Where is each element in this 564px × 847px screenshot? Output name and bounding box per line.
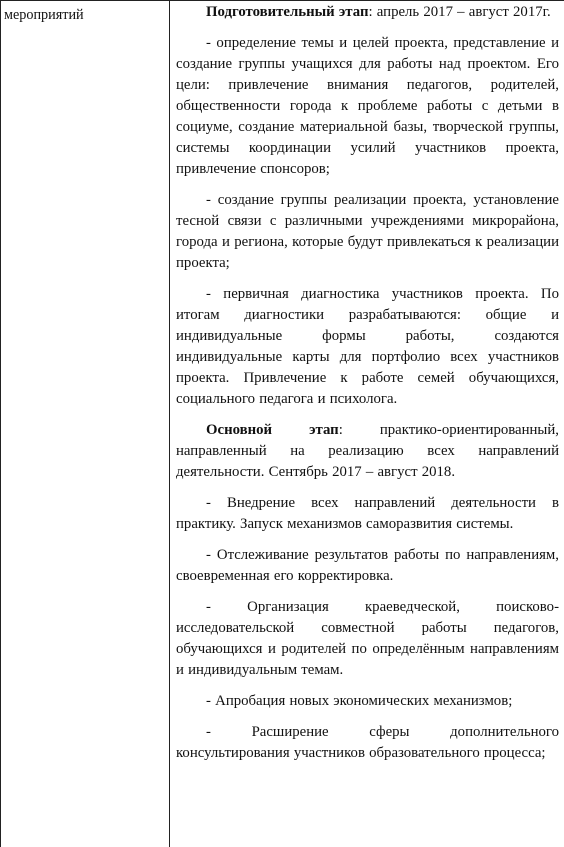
main-item: - Расширение сферы дополнительного консультирования участников образовательного процесса; [176,724,559,761]
prep-item: - создание группы реализации проекта, установление тесной связи с различными учреждениями микрорайона, города и региона, которые будут привлекаться к реализации проекта; [176,192,559,271]
prep-item: - первичная диагностика участников проекта. По итогам диагностики разрабатываются: общие и индивидуальные формы работы, создаются индивидуальные карты для портфолио всех участников проекта. Привлечение к работе семей обучающихся, социального педагога и психолога. [176,286,559,407]
left-cell [1,1,170,847]
table-row [1,1,564,847]
main-stage-heading [176,420,559,483]
prep-item: - определение темы и целей проекта, представление и создание группы учащихся для работы над проектом. Его цели: привлечение внимания педагогов, родителей, общественности города к проблеме работы с детьми в социуме, создание материальной базы, творческой группы, системы координации усилий участников проекта, привлечение спонсоров; [176,35,559,177]
right-cell [170,1,564,847]
main-stage-title: Основной этап [206,422,339,438]
main-stage-text: : практико-ориентированный, направленный на реализацию всех направлений деятельности. Сентябрь 2017 – август 2018. [176,422,559,480]
prep-stage-title: Подготовительный этап [206,4,369,20]
main-item: - Отслеживание результатов работы по направлениям, своевременная его корректировка. [176,547,559,584]
main-item: - Организация краеведческой, поисково-исследовательской совместной работы педагогов, обучающихся и родителей по определённым направлениям и индивидуальным темам. [176,599,559,678]
main-item: - Апробация новых экономических механизмов; [206,693,513,709]
prep-stage-heading [176,2,559,23]
stages-content [170,1,564,764]
main-item: - Внедрение всех направлений деятельности в практику. Запуск механизмов саморазвития системы. [176,495,559,532]
prep-stage-text: : апрель 2017 – август 2017г. [368,4,551,20]
left-cell-label: мероприятий [4,7,84,23]
